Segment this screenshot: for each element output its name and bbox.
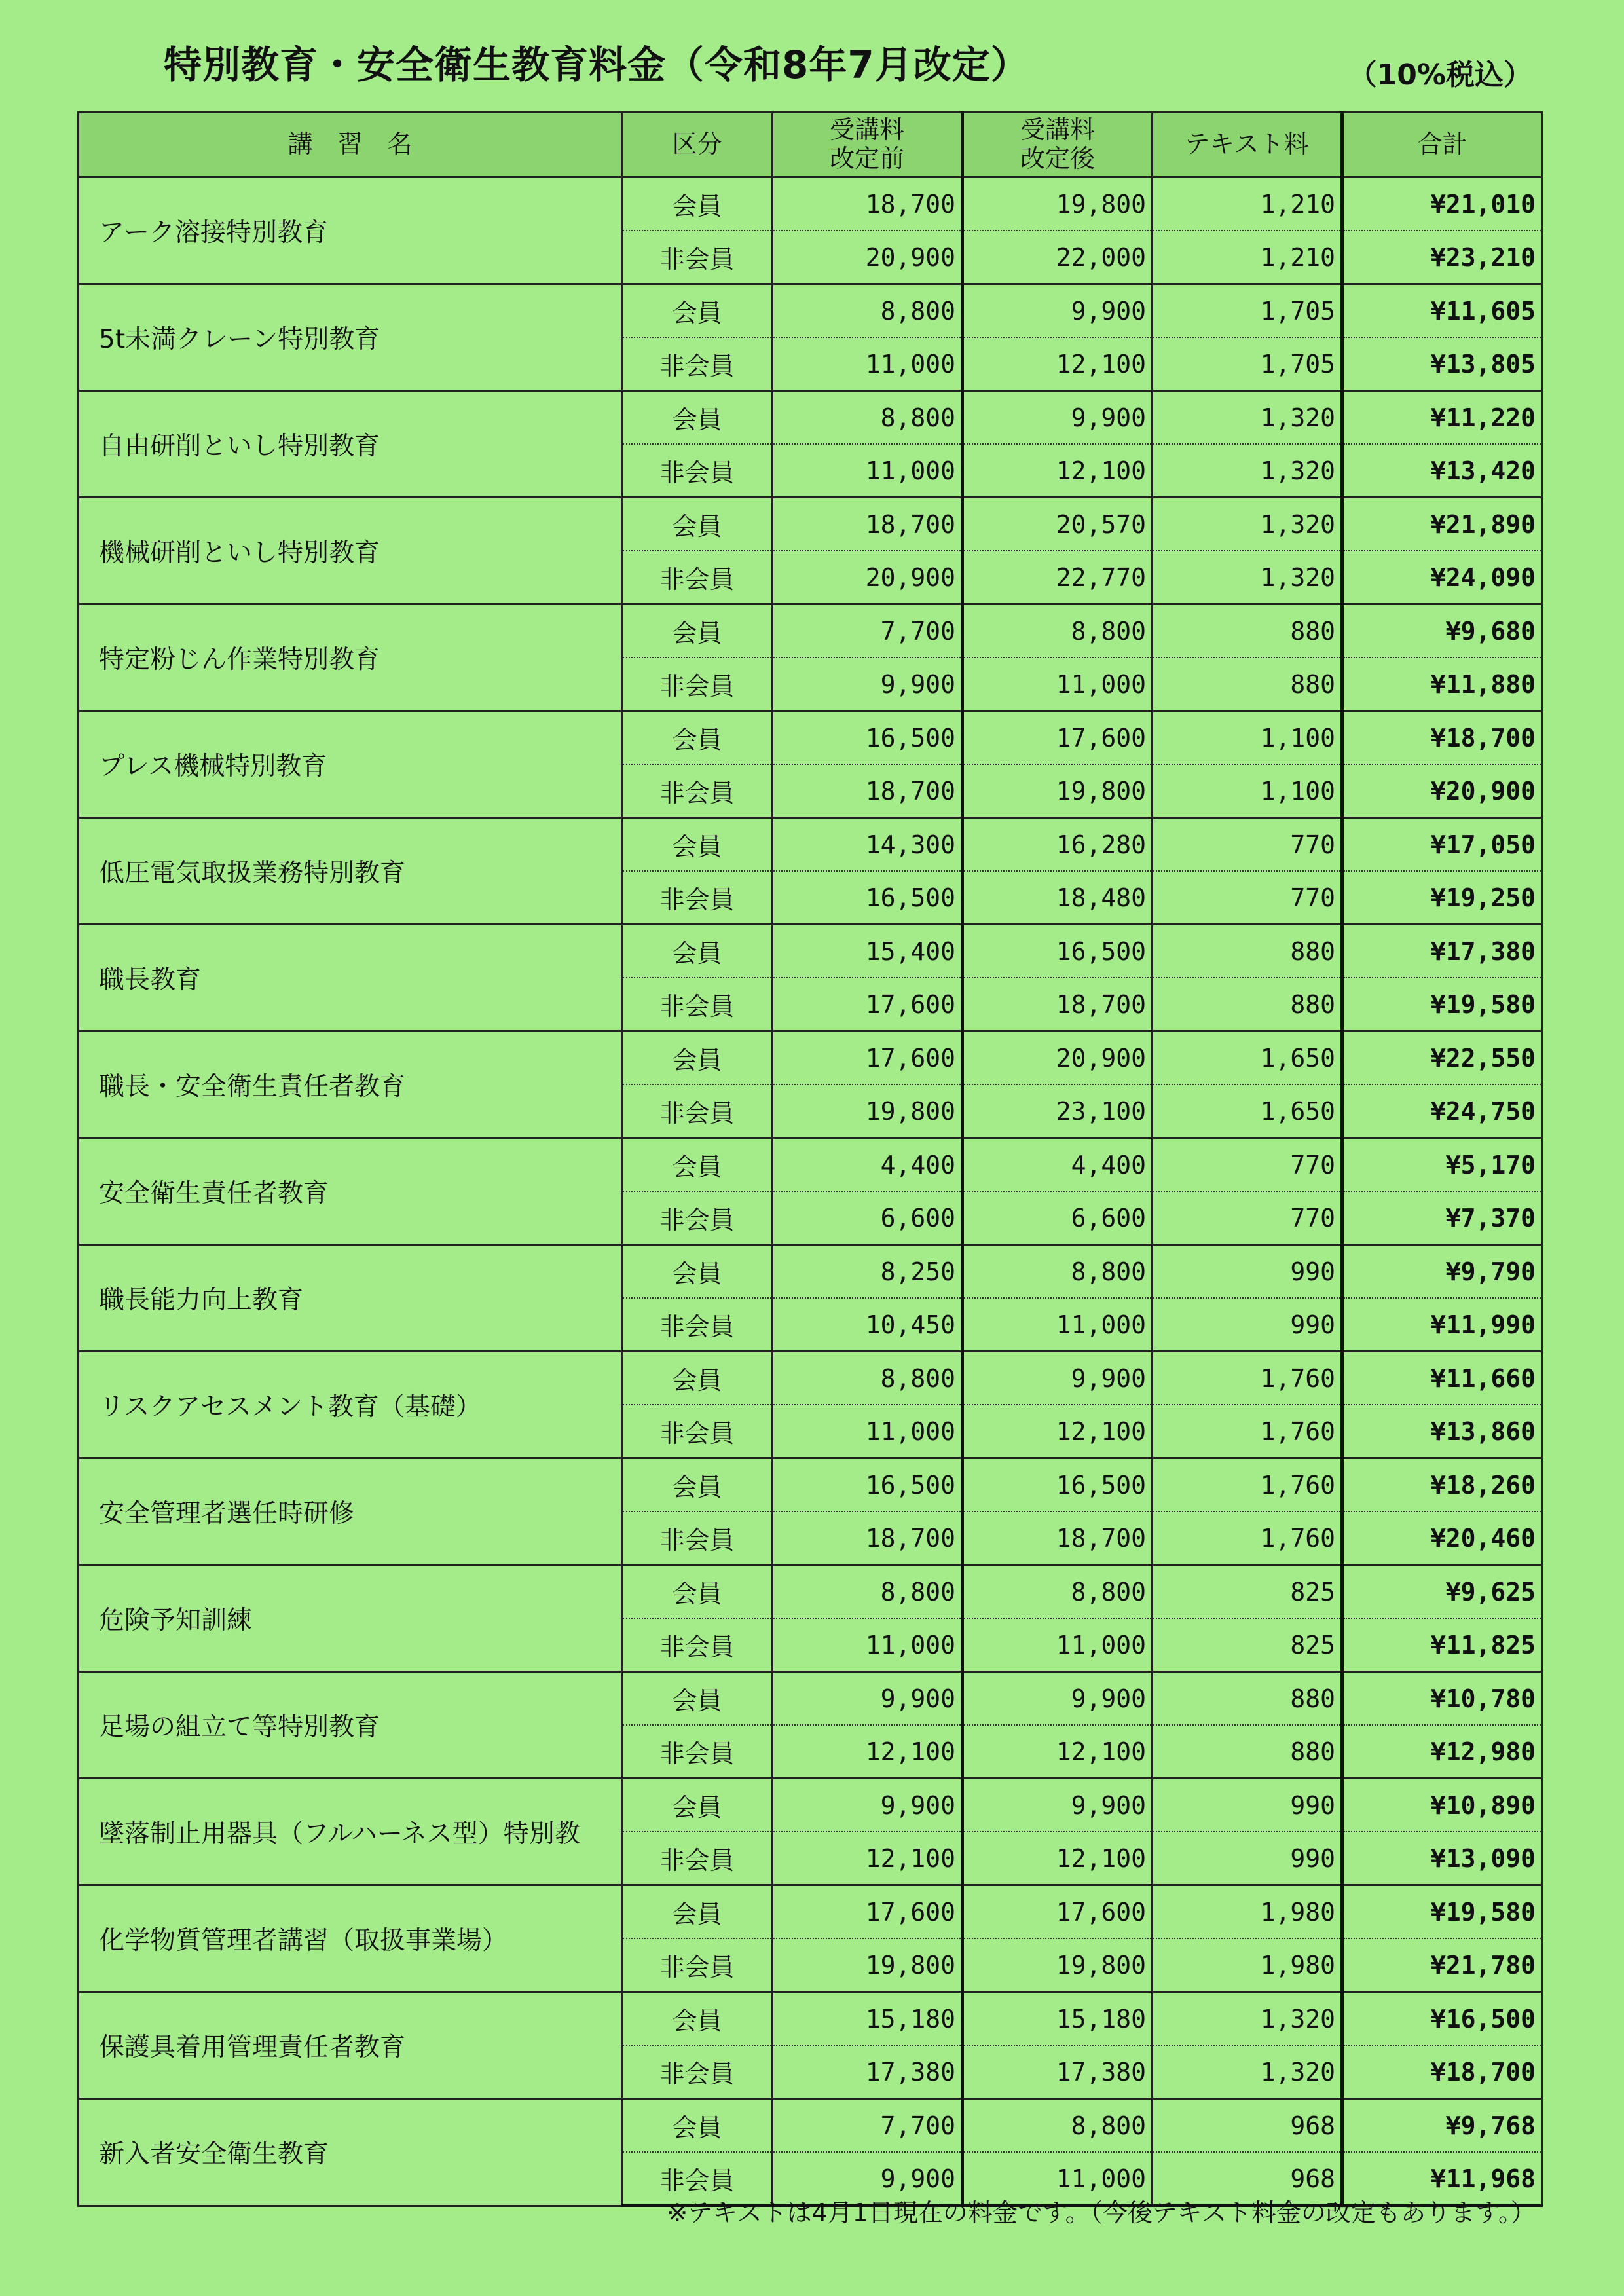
total-cell: ¥13,420 xyxy=(1342,444,1542,498)
kubun-cell: 会員 xyxy=(622,177,773,231)
kubun-cell: 会員 xyxy=(622,604,773,658)
header-total: 合計 xyxy=(1342,113,1542,177)
header-fee-before xyxy=(773,113,963,177)
fee-after-cell: 20,570 xyxy=(963,498,1153,551)
course-name: リスクアセスメント教育（基礎） xyxy=(79,1352,622,1458)
text-fee-cell: 990 xyxy=(1153,1298,1342,1352)
fee-after-cell: 8,800 xyxy=(963,604,1153,658)
total-cell: ¥23,210 xyxy=(1342,231,1542,284)
fee-before-cell: 18,700 xyxy=(773,498,963,551)
table-row xyxy=(79,1245,1542,1299)
total-cell: ¥13,805 xyxy=(1342,337,1542,391)
course-name: 機械研削といし特別教育 xyxy=(79,498,622,604)
total-cell: ¥22,550 xyxy=(1342,1031,1542,1085)
fee-before-cell: 15,180 xyxy=(773,1992,963,2046)
text-fee-cell: 1,980 xyxy=(1153,1938,1342,1992)
kubun-cell: 会員 xyxy=(622,1779,773,1832)
header-fee-after-line1: 受講料 xyxy=(1020,115,1095,145)
table-row xyxy=(79,604,1542,658)
fee-table xyxy=(77,111,1543,2207)
total-cell: ¥10,780 xyxy=(1342,1672,1542,1726)
kubun-cell: 非会員 xyxy=(622,1298,773,1352)
fee-after-cell: 18,480 xyxy=(963,871,1153,925)
fee-before-cell: 9,900 xyxy=(773,2152,963,2206)
fee-after-cell: 8,800 xyxy=(963,1565,1153,1619)
fee-before-cell: 8,800 xyxy=(773,391,963,445)
kubun-cell: 会員 xyxy=(622,1138,773,1192)
fee-after-cell: 16,280 xyxy=(963,818,1153,872)
kubun-cell: 非会員 xyxy=(622,2045,773,2099)
fee-before-cell: 9,900 xyxy=(773,657,963,711)
fee-after-cell: 8,800 xyxy=(963,2099,1153,2153)
text-fee-cell: 1,210 xyxy=(1153,231,1342,284)
fee-before-cell: 16,500 xyxy=(773,711,963,765)
text-fee-cell: 1,210 xyxy=(1153,177,1342,231)
fee-before-cell: 12,100 xyxy=(773,1832,963,1885)
total-cell: ¥11,990 xyxy=(1342,1298,1542,1352)
text-fee-cell: 770 xyxy=(1153,818,1342,872)
table-row xyxy=(79,177,1542,231)
fee-after-cell: 11,000 xyxy=(963,1618,1153,1672)
text-fee-cell: 1,650 xyxy=(1153,1031,1342,1085)
fee-after-cell: 19,800 xyxy=(963,1938,1153,1992)
course-name: 低圧電気取扱業務特別教育 xyxy=(79,818,622,925)
total-cell: ¥18,700 xyxy=(1342,2045,1542,2099)
table-row xyxy=(79,1565,1542,1619)
kubun-cell: 非会員 xyxy=(622,1084,773,1138)
fee-before-cell: 12,100 xyxy=(773,1725,963,1779)
fee-after-cell: 4,400 xyxy=(963,1138,1153,1192)
fee-after-cell: 12,100 xyxy=(963,1405,1153,1458)
text-fee-cell: 1,320 xyxy=(1153,391,1342,445)
fee-before-cell: 6,600 xyxy=(773,1191,963,1245)
table-row xyxy=(79,1885,1542,1939)
tax-note: （10%税込） xyxy=(1348,58,1532,92)
total-cell: ¥19,250 xyxy=(1342,871,1542,925)
total-cell: ¥9,680 xyxy=(1342,604,1542,658)
kubun-cell: 非会員 xyxy=(622,978,773,1031)
kubun-cell: 非会員 xyxy=(622,764,773,818)
fee-before-cell: 18,700 xyxy=(773,177,963,231)
table-row xyxy=(79,1672,1542,1726)
text-fee-cell: 968 xyxy=(1153,2152,1342,2206)
header-course-name: 講 習 名 xyxy=(79,113,622,177)
text-fee-cell: 1,320 xyxy=(1153,551,1342,604)
table-row xyxy=(79,1031,1542,1085)
fee-after-cell: 9,900 xyxy=(963,1352,1153,1405)
kubun-cell: 会員 xyxy=(622,1672,773,1726)
kubun-cell: 非会員 xyxy=(622,1405,773,1458)
kubun-cell: 非会員 xyxy=(622,2152,773,2206)
header-text-fee: テキスト料 xyxy=(1153,113,1342,177)
fee-before-cell: 10,450 xyxy=(773,1298,963,1352)
course-name: 墜落制止用器具（フルハーネス型）特別教 xyxy=(79,1779,622,1885)
kubun-cell: 非会員 xyxy=(622,551,773,604)
total-cell: ¥19,580 xyxy=(1342,978,1542,1031)
text-fee-cell: 770 xyxy=(1153,871,1342,925)
text-fee-cell: 880 xyxy=(1153,604,1342,658)
table-row xyxy=(79,391,1542,445)
table-row xyxy=(79,1458,1542,1512)
fee-before-cell: 19,800 xyxy=(773,1938,963,1992)
header-fee-after xyxy=(963,113,1153,177)
fee-before-cell: 9,900 xyxy=(773,1672,963,1726)
total-cell: ¥11,220 xyxy=(1342,391,1542,445)
kubun-cell: 会員 xyxy=(622,1565,773,1619)
total-cell: ¥11,968 xyxy=(1342,2152,1542,2206)
fee-before-cell: 17,600 xyxy=(773,1885,963,1939)
text-fee-cell: 1,320 xyxy=(1153,498,1342,551)
kubun-cell: 会員 xyxy=(622,818,773,872)
kubun-cell: 非会員 xyxy=(622,1618,773,1672)
total-cell: ¥24,090 xyxy=(1342,551,1542,604)
header-fee-after-line2: 改定後 xyxy=(1020,144,1095,173)
table-row xyxy=(79,925,1542,978)
fee-after-cell: 17,600 xyxy=(963,1885,1153,1939)
fee-before-cell: 16,500 xyxy=(773,1458,963,1512)
course-name: 足場の組立て等特別教育 xyxy=(79,1672,622,1779)
fee-after-cell: 9,900 xyxy=(963,1779,1153,1832)
text-fee-cell: 968 xyxy=(1153,2099,1342,2153)
fee-before-cell: 8,800 xyxy=(773,1565,963,1619)
text-fee-cell: 825 xyxy=(1153,1565,1342,1619)
footnote: ※テキストは4月1日現在の料金です。（今後テキスト料金の改定もあります。） xyxy=(667,2198,1536,2227)
total-cell: ¥9,790 xyxy=(1342,1245,1542,1299)
course-name: 安全衛生責任者教育 xyxy=(79,1138,622,1245)
total-cell: ¥10,890 xyxy=(1342,1779,1542,1832)
text-fee-cell: 880 xyxy=(1153,978,1342,1031)
course-name: 安全管理者選任時研修 xyxy=(79,1458,622,1565)
text-fee-cell: 1,980 xyxy=(1153,1885,1342,1939)
fee-after-cell: 11,000 xyxy=(963,2152,1153,2206)
total-cell: ¥11,825 xyxy=(1342,1618,1542,1672)
fee-after-cell: 19,800 xyxy=(963,764,1153,818)
fee-before-cell: 11,000 xyxy=(773,337,963,391)
table-row xyxy=(79,1992,1542,2046)
table-row xyxy=(79,1352,1542,1405)
kubun-cell: 非会員 xyxy=(622,444,773,498)
total-cell: ¥11,605 xyxy=(1342,284,1542,338)
page-title: 特別教育・安全衛生教育料金（令和8年7月改定） xyxy=(164,43,1029,87)
fee-after-cell: 8,800 xyxy=(963,1245,1153,1299)
total-cell: ¥11,880 xyxy=(1342,657,1542,711)
kubun-cell: 会員 xyxy=(622,925,773,978)
course-name: 5t未満クレーン特別教育 xyxy=(79,284,622,391)
total-cell: ¥12,980 xyxy=(1342,1725,1542,1779)
total-cell: ¥13,860 xyxy=(1342,1405,1542,1458)
total-cell: ¥17,050 xyxy=(1342,818,1542,872)
text-fee-cell: 770 xyxy=(1153,1138,1342,1192)
fee-before-cell: 19,800 xyxy=(773,1084,963,1138)
kubun-cell: 非会員 xyxy=(622,1725,773,1779)
course-name: アーク溶接特別教育 xyxy=(79,177,622,284)
course-name: 新入者安全衛生教育 xyxy=(79,2099,622,2206)
text-fee-cell: 1,760 xyxy=(1153,1352,1342,1405)
kubun-cell: 会員 xyxy=(622,1245,773,1299)
fee-before-cell: 7,700 xyxy=(773,2099,963,2153)
fee-after-cell: 23,100 xyxy=(963,1084,1153,1138)
fee-after-cell: 9,900 xyxy=(963,391,1153,445)
text-fee-cell: 880 xyxy=(1153,1725,1342,1779)
fee-after-cell: 12,100 xyxy=(963,1832,1153,1885)
fee-before-cell: 14,300 xyxy=(773,818,963,872)
fee-after-cell: 17,600 xyxy=(963,711,1153,765)
header-kubun: 区分 xyxy=(622,113,773,177)
kubun-cell: 会員 xyxy=(622,711,773,765)
fee-before-cell: 16,500 xyxy=(773,871,963,925)
fee-before-cell: 11,000 xyxy=(773,444,963,498)
kubun-cell: 非会員 xyxy=(622,1191,773,1245)
course-name: 職長教育 xyxy=(79,925,622,1031)
kubun-cell: 非会員 xyxy=(622,1938,773,1992)
fee-before-cell: 11,000 xyxy=(773,1405,963,1458)
fee-after-cell: 12,100 xyxy=(963,337,1153,391)
total-cell: ¥9,625 xyxy=(1342,1565,1542,1619)
kubun-cell: 会員 xyxy=(622,284,773,338)
course-name: 自由研削といし特別教育 xyxy=(79,391,622,498)
fee-before-cell: 20,900 xyxy=(773,551,963,604)
fee-after-cell: 18,700 xyxy=(963,1511,1153,1565)
table-row xyxy=(79,2099,1542,2153)
fee-before-cell: 17,600 xyxy=(773,1031,963,1085)
total-cell: ¥9,768 xyxy=(1342,2099,1542,2153)
text-fee-cell: 770 xyxy=(1153,1191,1342,1245)
total-cell: ¥20,900 xyxy=(1342,764,1542,818)
total-cell: ¥17,380 xyxy=(1342,925,1542,978)
text-fee-cell: 825 xyxy=(1153,1618,1342,1672)
text-fee-cell: 1,760 xyxy=(1153,1458,1342,1512)
fee-before-cell: 17,380 xyxy=(773,2045,963,2099)
table-row xyxy=(79,1138,1542,1192)
total-cell: ¥20,460 xyxy=(1342,1511,1542,1565)
fee-before-cell: 8,800 xyxy=(773,284,963,338)
kubun-cell: 会員 xyxy=(622,2099,773,2153)
fee-after-cell: 15,180 xyxy=(963,1992,1153,2046)
kubun-cell: 会員 xyxy=(622,1992,773,2046)
total-cell: ¥7,370 xyxy=(1342,1191,1542,1245)
kubun-cell: 非会員 xyxy=(622,337,773,391)
kubun-cell: 非会員 xyxy=(622,657,773,711)
kubun-cell: 非会員 xyxy=(622,231,773,284)
total-cell: ¥16,500 xyxy=(1342,1992,1542,2046)
total-cell: ¥13,090 xyxy=(1342,1832,1542,1885)
fee-after-cell: 19,800 xyxy=(963,177,1153,231)
kubun-cell: 会員 xyxy=(622,1458,773,1512)
header-fee-before-line2: 改定前 xyxy=(829,144,904,173)
fee-after-cell: 6,600 xyxy=(963,1191,1153,1245)
fee-after-cell: 17,380 xyxy=(963,2045,1153,2099)
kubun-cell: 会員 xyxy=(622,1031,773,1085)
text-fee-cell: 1,320 xyxy=(1153,1992,1342,2046)
fee-after-cell: 22,770 xyxy=(963,551,1153,604)
fee-before-cell: 9,900 xyxy=(773,1779,963,1832)
table-row xyxy=(79,818,1542,872)
total-cell: ¥21,780 xyxy=(1342,1938,1542,1992)
fee-before-cell: 20,900 xyxy=(773,231,963,284)
text-fee-cell: 1,320 xyxy=(1153,2045,1342,2099)
text-fee-cell: 880 xyxy=(1153,1672,1342,1726)
table-row xyxy=(79,711,1542,765)
course-name: 保護具着用管理責任者教育 xyxy=(79,1992,622,2099)
fee-before-cell: 7,700 xyxy=(773,604,963,658)
text-fee-cell: 1,100 xyxy=(1153,711,1342,765)
fee-before-cell: 17,600 xyxy=(773,978,963,1031)
text-fee-cell: 1,760 xyxy=(1153,1405,1342,1458)
total-cell: ¥21,890 xyxy=(1342,498,1542,551)
fee-before-cell: 8,800 xyxy=(773,1352,963,1405)
course-name: 職長・安全衛生責任者教育 xyxy=(79,1031,622,1138)
text-fee-cell: 990 xyxy=(1153,1779,1342,1832)
fee-after-cell: 11,000 xyxy=(963,1298,1153,1352)
course-name: プレス機械特別教育 xyxy=(79,711,622,818)
fee-before-cell: 18,700 xyxy=(773,764,963,818)
total-cell: ¥18,700 xyxy=(1342,711,1542,765)
fee-after-cell: 9,900 xyxy=(963,1672,1153,1726)
fee-before-cell: 18,700 xyxy=(773,1511,963,1565)
fee-before-cell: 8,250 xyxy=(773,1245,963,1299)
table-row xyxy=(79,1779,1542,1832)
fee-before-cell: 11,000 xyxy=(773,1618,963,1672)
course-name: 化学物質管理者講習（取扱事業場） xyxy=(79,1885,622,1992)
table-header-row xyxy=(79,113,1542,177)
course-name: 職長能力向上教育 xyxy=(79,1245,622,1352)
text-fee-cell: 880 xyxy=(1153,925,1342,978)
table-row xyxy=(79,498,1542,551)
kubun-cell: 会員 xyxy=(622,1352,773,1405)
kubun-cell: 非会員 xyxy=(622,1511,773,1565)
total-cell: ¥24,750 xyxy=(1342,1084,1542,1138)
kubun-cell: 会員 xyxy=(622,1885,773,1939)
fee-after-cell: 11,000 xyxy=(963,657,1153,711)
total-cell: ¥18,260 xyxy=(1342,1458,1542,1512)
kubun-cell: 非会員 xyxy=(622,871,773,925)
fee-after-cell: 9,900 xyxy=(963,284,1153,338)
fee-after-cell: 20,900 xyxy=(963,1031,1153,1085)
fee-after-cell: 22,000 xyxy=(963,231,1153,284)
text-fee-cell: 1,705 xyxy=(1153,337,1342,391)
fee-before-cell: 15,400 xyxy=(773,925,963,978)
header-fee-before-line1: 受講料 xyxy=(829,115,904,145)
text-fee-cell: 990 xyxy=(1153,1832,1342,1885)
fee-after-cell: 12,100 xyxy=(963,1725,1153,1779)
text-fee-cell: 880 xyxy=(1153,657,1342,711)
course-name: 特定粉じん作業特別教育 xyxy=(79,604,622,711)
fee-before-cell: 4,400 xyxy=(773,1138,963,1192)
text-fee-cell: 990 xyxy=(1153,1245,1342,1299)
total-cell: ¥19,580 xyxy=(1342,1885,1542,1939)
text-fee-cell: 1,320 xyxy=(1153,444,1342,498)
total-cell: ¥11,660 xyxy=(1342,1352,1542,1405)
total-cell: ¥21,010 xyxy=(1342,177,1542,231)
fee-after-cell: 16,500 xyxy=(963,1458,1153,1512)
fee-after-cell: 16,500 xyxy=(963,925,1153,978)
kubun-cell: 会員 xyxy=(622,498,773,551)
text-fee-cell: 1,705 xyxy=(1153,284,1342,338)
text-fee-cell: 1,100 xyxy=(1153,764,1342,818)
kubun-cell: 非会員 xyxy=(622,1832,773,1885)
text-fee-cell: 1,650 xyxy=(1153,1084,1342,1138)
course-name: 危険予知訓練 xyxy=(79,1565,622,1672)
fee-after-cell: 12,100 xyxy=(963,444,1153,498)
total-cell: ¥5,170 xyxy=(1342,1138,1542,1192)
text-fee-cell: 1,760 xyxy=(1153,1511,1342,1565)
table-row xyxy=(79,284,1542,338)
kubun-cell: 会員 xyxy=(622,391,773,445)
fee-after-cell: 18,700 xyxy=(963,978,1153,1031)
